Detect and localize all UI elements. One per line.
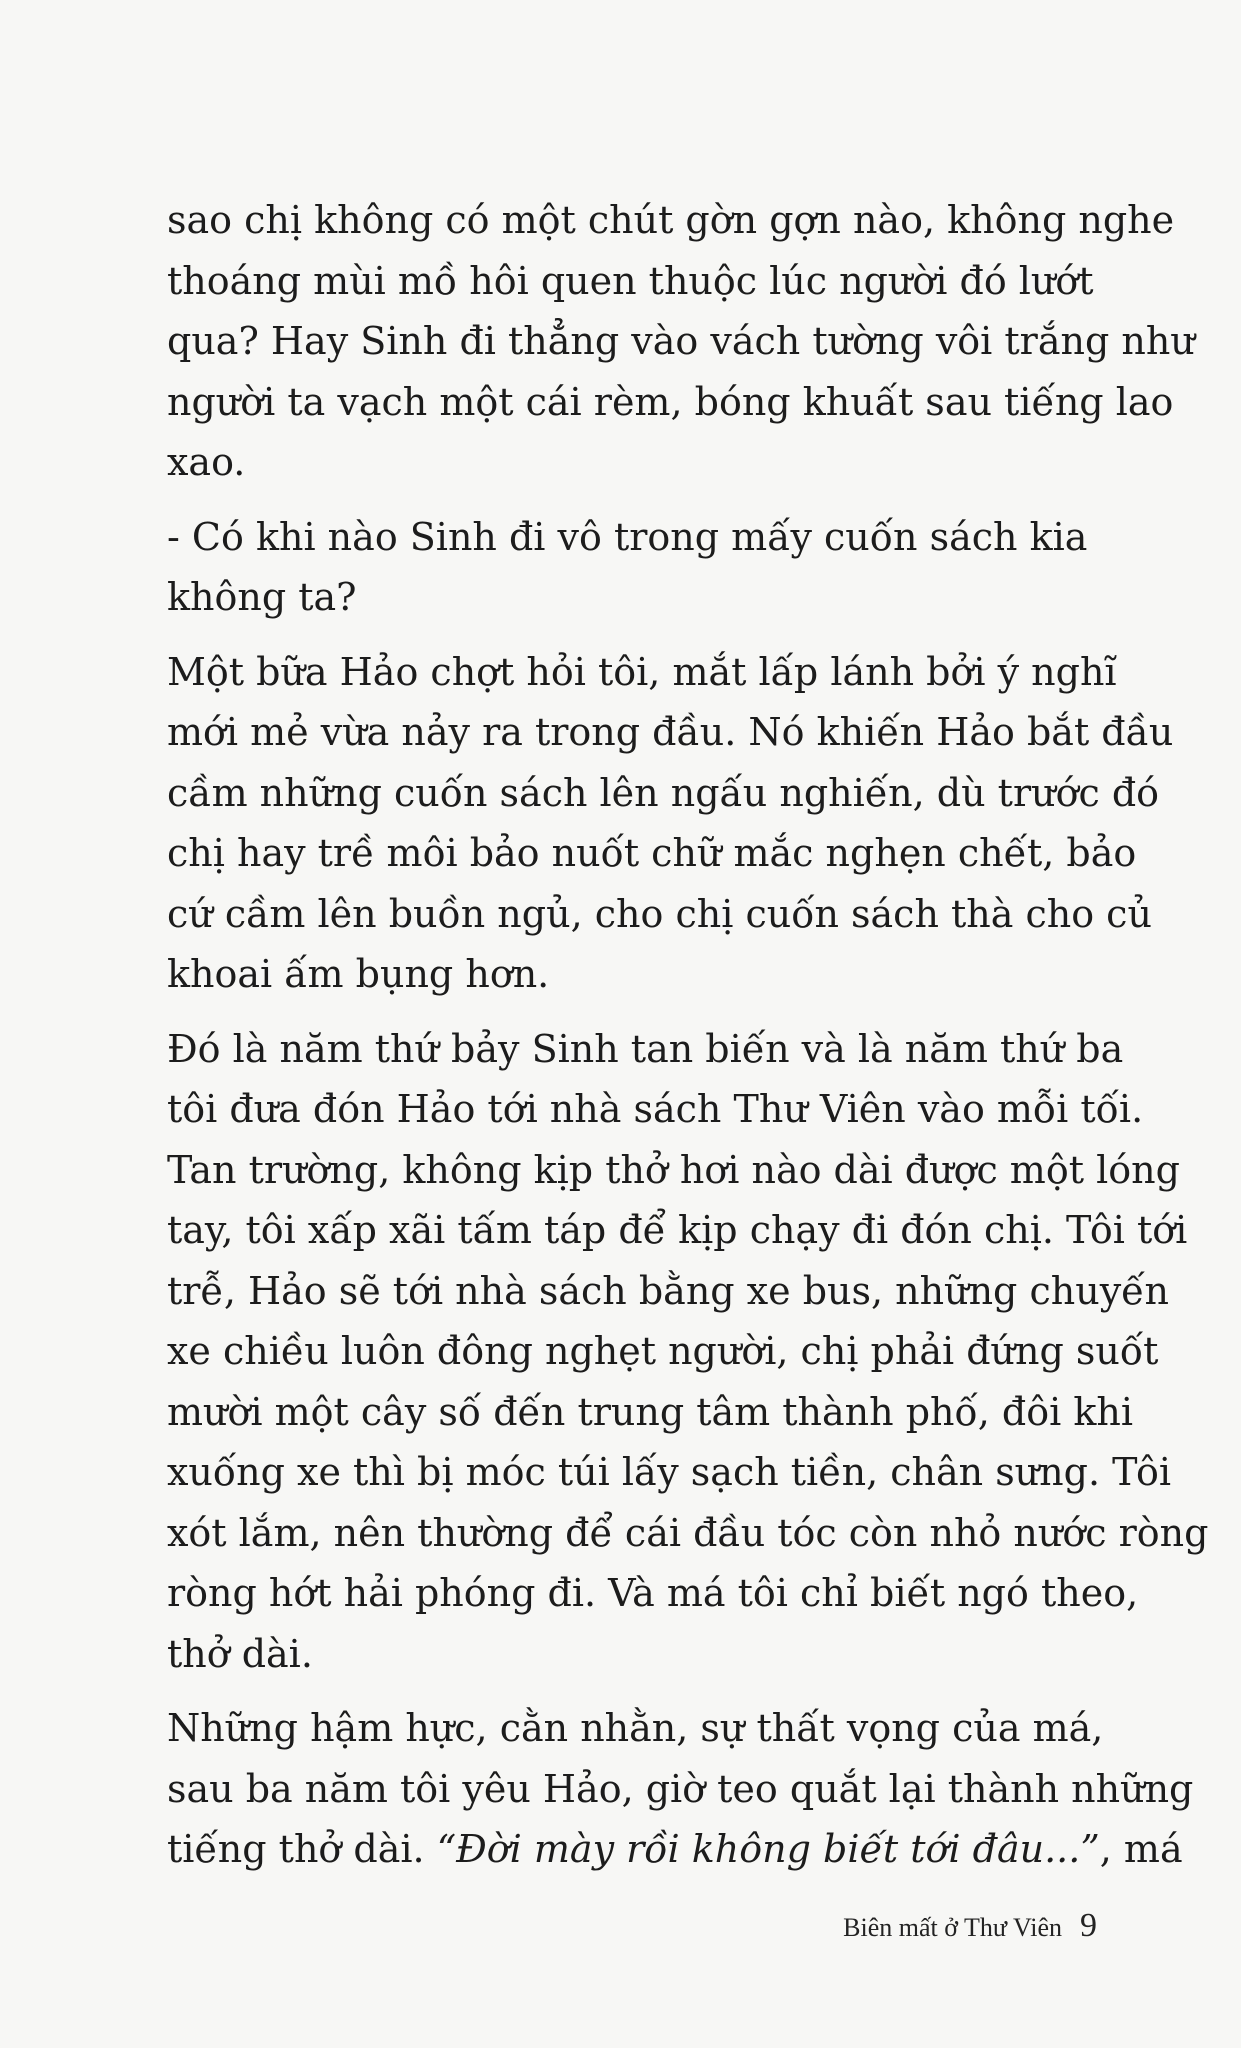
mixed-text-line — [167, 1819, 1183, 1880]
paragraph-5 — [167, 1698, 1194, 1880]
page-number: 9 — [1080, 1907, 1097, 1944]
text-line: thở dài. — [167, 1631, 313, 1676]
text-line: xót lắm, nên thường để cái đầu tóc còn nhỏ nước ròng — [167, 1510, 1209, 1555]
quoted-text: “Đời mày rồi không biết tới đâu...” — [436, 1827, 1100, 1871]
text-line: xe chiều luôn đông nghẹt người, chị phải đứng suốt — [167, 1329, 1159, 1373]
text-line: cứ cầm lên buồn ngủ, cho chị cuốn sách thà cho củ — [167, 891, 1152, 936]
text-line: trễ, Hảo sẽ tới nhà sách bằng xe bus, những chuyến — [167, 1268, 1170, 1313]
text-line: cầm những cuốn sách lên ngấu nghiến, dù trước đó — [167, 770, 1160, 815]
text-line: ròng hớt hải phóng đi. Và má tôi chỉ biết ngó theo, — [167, 1571, 1139, 1615]
paragraph-1 — [167, 190, 1195, 493]
text-line: mới mẻ vừa nảy ra trong đầu. Nó khiến Hảo bắt đầu — [167, 710, 1174, 754]
paragraph-2 — [167, 507, 1088, 628]
text-line: xuống xe thì bị móc túi lấy sạch tiền, chân sưng. Tôi — [167, 1450, 1172, 1494]
text-line: xao. — [167, 440, 246, 484]
running-title: Biên mất ở Thư Viên — [843, 1913, 1062, 1942]
text-line: qua? Hay Sinh đi thẳng vào vách tường vôi trắng như — [167, 319, 1195, 363]
text-line: khoai ấm bụng hơn. — [167, 952, 550, 996]
text-segment: , má — [1099, 1827, 1183, 1871]
text-segment: tiếng thở dài. — [167, 1827, 437, 1871]
text-line: sao chị không có một chút gờn gợn nào, không nghe — [167, 198, 1175, 242]
text-line: tôi đưa đón Hảo tới nhà sách Thư Viên vào mỗi tối. — [167, 1087, 1144, 1131]
text-line: không ta? — [167, 575, 357, 619]
text-line: Những hậm hực, cằn nhằn, sự thất vọng của má, — [167, 1706, 1104, 1750]
text-line: - Có khi nào Sinh đi vô trong mấy cuốn sách kia — [167, 514, 1088, 559]
text-line: Tan trường, không kịp thở hơi nào dài được một lóng — [167, 1147, 1180, 1192]
text-line: người ta vạch một cái rèm, bóng khuất sau tiếng lao — [167, 379, 1174, 424]
page-footer — [737, 1907, 1097, 1944]
main-text — [167, 190, 1209, 1880]
text-line: chị hay trề môi bảo nuốt chữ mắc nghẹn chết, bảo — [167, 831, 1137, 875]
text-line: Một bữa Hảo chợt hỏi tôi, mắt lấp lánh bởi ý nghĩ — [167, 649, 1117, 694]
text-line: sau ba năm tôi yêu Hảo, giờ teo quắt lại thành những — [167, 1766, 1194, 1811]
text-line: Đó là năm thứ bảy Sinh tan biến và là năm thứ ba — [167, 1026, 1124, 1071]
text-line: tay, tôi xấp xãi tấm táp để kịp chạy đi đón chị. Tôi tới — [167, 1208, 1188, 1252]
text-line: mười một cây số đến trung tâm thành phố, đôi khi — [167, 1389, 1133, 1434]
text-line: thoáng mùi mồ hôi quen thuộc lúc người đó lướt — [167, 258, 1094, 303]
paragraph-4 — [167, 1019, 1209, 1685]
paragraph-3 — [167, 642, 1174, 1005]
